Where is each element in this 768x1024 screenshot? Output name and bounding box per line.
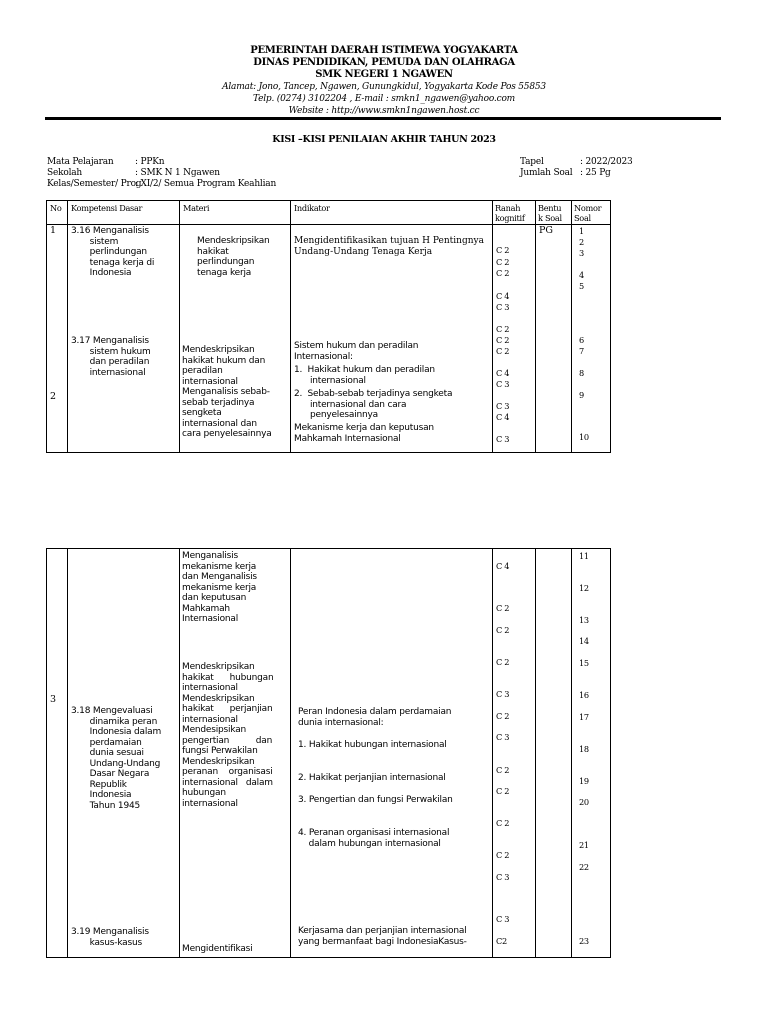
indikator-perdamaian-heading: Peran Indonesia dalam perdamaian dunia internasional: (298, 707, 452, 728)
header-kd: Kompetensi Dasar (71, 203, 143, 213)
ranah-value: C 3 (496, 732, 510, 742)
materi-perlindungan: Mendeskripsikan hakikat perlindungan tenaga kerja (197, 236, 270, 278)
kd-3-17: 3.17 Menganalisis sistem hukum dan peradilan internasional (71, 336, 151, 378)
nomor-value: 16 (579, 690, 589, 700)
nomor-value: 5 (579, 281, 584, 291)
indikator-mahkamah: Mekanisme kerja dan keputusan Mahkamah Internasional (294, 423, 434, 444)
subject-value: : PPKn (135, 157, 165, 167)
nomor-value: 7 (579, 346, 584, 356)
header-bentuk: Bentu k Soal (538, 203, 562, 223)
school-label: Sekolah (47, 168, 83, 178)
table1-col-line (46, 200, 47, 453)
ranah-value: C 4 (496, 412, 510, 422)
table2-col-line (492, 548, 493, 958)
table1-col-line (571, 200, 572, 453)
nomor-value: 12 (579, 583, 589, 593)
kd-3-16: 3.16 Menganalisis sistem perlindungan tenaga kerja di Indonesia (71, 226, 155, 278)
materi-hubungan-internasional: Mendeskripsikan hakikat hubungan internasional Mendeskripsikan hakikat perjanjian internasional Mendesipsikan pengertian dan fungsi Perwakilan Mendeskripsikan peranan organisasi internasional dalam hubungan internasional (182, 662, 274, 809)
table1-col-line (492, 200, 493, 453)
table1-bottom-border (46, 452, 611, 453)
table2-col-line (290, 548, 291, 958)
ranah-value: C 2 (496, 818, 510, 828)
kd-3-19: 3.19 Menganalisis kasus-kasus (71, 927, 149, 948)
subject-label: Mata Pelajaran (47, 157, 114, 167)
table2-bottom-border (46, 957, 611, 958)
nomor-value: 8 (579, 368, 584, 378)
nomor-value: 10 (579, 432, 589, 442)
header-materi: Materi (183, 203, 210, 213)
header-line-1: PEMERINTAH DAERAH ISTIMEWA YOGYAKARTA (250, 45, 518, 56)
nomor-value: 4 (579, 270, 584, 280)
indikator-item-3: 3. Pengertian dan fungsi Perwakilan (298, 795, 453, 805)
nomor-value: 6 (579, 335, 584, 345)
nomor-value: 14 (579, 636, 589, 646)
ranah-value: C 3 (496, 302, 510, 312)
nomor-value: 1 (579, 226, 584, 236)
ranah-value: C 2 (496, 711, 510, 721)
nomor-value: 17 (579, 712, 589, 722)
table1-col-line (610, 200, 611, 453)
ranah-value: C2 (496, 936, 507, 946)
indikator-hukum-1: 1. Hakikat hukum dan peradilan internasional (294, 365, 435, 386)
table2-top-border (46, 548, 611, 549)
letterhead-rule (45, 117, 721, 120)
row-number: 2 (50, 391, 57, 402)
table2-col-line (179, 548, 180, 958)
ranah-value: C 2 (496, 657, 510, 667)
year-label: Tapel (520, 157, 544, 167)
ranah-value: C 3 (496, 401, 510, 411)
bentuk-soal: PG (539, 225, 553, 236)
document-title: KISI –KISI PENILAIAN AKHIR TAHUN 2023 (272, 134, 496, 145)
nomor-value: 23 (579, 936, 589, 946)
nomor-value: 20 (579, 797, 589, 807)
ranah-value: C 3 (496, 872, 510, 882)
indikator-item-2: 2. Hakikat perjanjian internasional (298, 773, 446, 783)
table1-col-line (290, 200, 291, 453)
ranah-value: C 2 (496, 603, 510, 613)
header-indikator: Indikator (294, 203, 330, 213)
nomor-value: 21 (579, 840, 589, 850)
row-number: 3 (50, 694, 57, 705)
table1-header-border (46, 224, 611, 225)
ranah-value: C 3 (496, 914, 510, 924)
ranah-value: C 3 (496, 379, 510, 389)
table1-top-border (46, 200, 611, 201)
nomor-value: 3 (579, 248, 584, 258)
nomor-value: 15 (579, 658, 589, 668)
header-address: Alamat: Jono, Tancep, Ngawen, Gunungkidul, Yogyakarta Kode Pos 55853 (222, 82, 546, 92)
ranah-value: C 3 (496, 434, 510, 444)
ranah-value: C 2 (496, 850, 510, 860)
materi-mengidentifikasi: Mengidentifikasi (182, 944, 253, 954)
ranah-value: C 3 (496, 689, 510, 699)
ranah-value: C 2 (496, 625, 510, 635)
row-number: 1 (50, 225, 57, 236)
indikator-kerjasama: Kerjasama dan perjanjian internasional yang bermanfaat bagi IndonesiaKasus- (298, 926, 467, 947)
nomor-value: 19 (579, 776, 589, 786)
materi-hukum: Mendeskripsikan hakikat hukum dan peradilan internasional Menganalisis sebab- sebab terjadinya sengketa internasional dan cara penyelesainnya (182, 345, 272, 439)
materi-mekanisme: Menganalisis mekanisme kerja dan Menganalisis mekanisme kerja dan keputusan Mahkamah Internasional (182, 551, 257, 624)
table2-col-line (67, 548, 68, 958)
ranah-value: C 2 (496, 324, 510, 334)
indikator-item-4: 4. Peranan organisasi internasional dalam hubungan internasional (298, 828, 450, 849)
header-website: Website : http://www.smkn1ngawen.host.cc (288, 106, 480, 116)
ranah-value: C 4 (496, 368, 510, 378)
ranah-value: C 2 (496, 346, 510, 356)
count-value: : 25 Pg (580, 168, 611, 178)
indikator-hukum-heading: Sistem hukum dan peradilan Internasional: (294, 341, 419, 362)
indikator-item-1: 1. Hakikat hubungan internasional (298, 740, 447, 750)
table2-col-line (610, 548, 611, 958)
ranah-value: C 2 (496, 257, 510, 267)
ranah-value: C 2 (496, 786, 510, 796)
table2-col-line (46, 548, 47, 958)
header-line-3: SMK NEGERI 1 NGAWEN (315, 69, 453, 80)
ranah-value: C 2 (496, 765, 510, 775)
nomor-value: 9 (579, 390, 584, 400)
ranah-value: C 4 (496, 291, 510, 301)
nomor-value: 22 (579, 862, 589, 872)
indikator-hukum-2: 2. Sebab-sebab terjadinya sengketa internasional dan cara penyelesainnya (294, 389, 453, 420)
header-line-2: DINAS PENDIDIKAN, PEMUDA DAN OLAHRAGA (253, 57, 515, 68)
header-nomor: Nomor Soal (574, 203, 602, 223)
ranah-value: C 4 (496, 561, 510, 571)
table1-col-line (67, 200, 68, 453)
kd-3-18: 3.18 Mengevaluasi dinamika peran Indonesia dalam perdamaian dunia sesuai Undang-Undang Dasar Negara Republik Indonesia Tahun 1945 (71, 706, 162, 811)
school-value: : SMK N 1 Ngawen (135, 168, 220, 178)
header-no: No (50, 203, 62, 213)
table2-col-line (535, 548, 536, 958)
nomor-value: 18 (579, 744, 589, 754)
ranah-value: C 2 (496, 245, 510, 255)
class-label: Kelas/Semester/ Prog (47, 179, 142, 189)
year-value: : 2022/2023 (580, 157, 633, 167)
header-phone: Telp. (0274) 3102204 , E-mail : smkn1_ngawen@yahoo.com (253, 94, 515, 104)
ranah-value: C 2 (496, 335, 510, 345)
nomor-value: 13 (579, 615, 589, 625)
table1-col-line (179, 200, 180, 453)
table1-col-line (535, 200, 536, 453)
class-value: : XI/2/ Semua Program Keahlian (135, 179, 277, 189)
ranah-value: C 2 (496, 268, 510, 278)
header-ranah: Ranah kognitif (495, 203, 525, 223)
indikator-tenaga-kerja: Mengidentifikasikan tujuan H Pentingnya Undang-Undang Tenaga Kerja (294, 236, 484, 257)
nomor-value: 2 (579, 237, 584, 247)
table2-col-line (571, 548, 572, 958)
nomor-value: 11 (579, 551, 589, 561)
count-label: Jumlah Soal (520, 168, 573, 178)
